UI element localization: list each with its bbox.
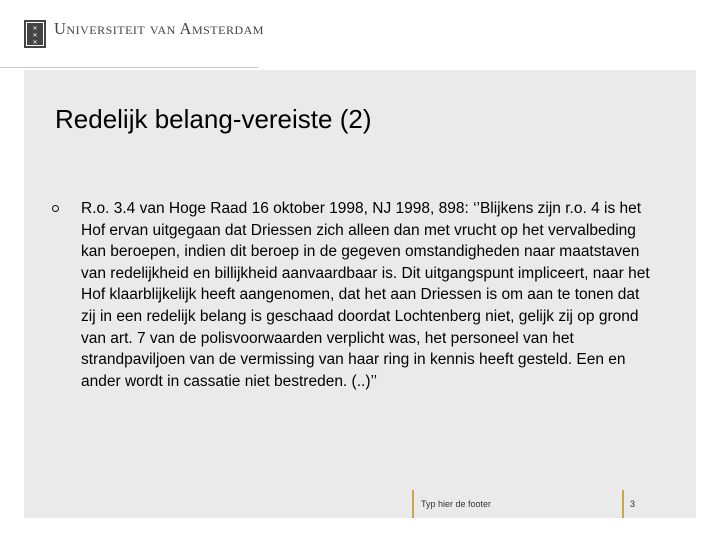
svg-text:✕: ✕ <box>32 33 38 39</box>
footer-text: Typ hier de footer <box>421 499 492 509</box>
svg-text:✕: ✕ <box>32 40 38 46</box>
svg-text:✕: ✕ <box>32 26 38 32</box>
bullet-text: R.o. 3.4 van Hoge Raad 16 oktober 1998, NJ 1998, 898: ‘’Blijkens zijn r.o. 4 is het Hof ervan uitgegaan dat Driessen zich alleen dan met vrucht op het vervalbeding kan beroepen, indien dit beroep in de gegeven omstandigheden naar maatstaven van redelijkheid en billijkheid aanvaardbaar is. Dit uitgangspunt impliceert, naar het Hof klaarblijkelijk heeft aangenomen, dat het aan Driessen is om aan te tonen dat zij in een redelijk belang is geschaad doordat Lochtenberg niet, gelijk zij op grond van art. 7 van de polisvoorwaarden verplicht was, het personeel van het strandpaviljoen van de vermissing van haar ring in kennis heeft gesteld. Een en ander wordt in cassatie niet bestreden. (..)’’ <box>81 200 650 390</box>
slide-title: Redelijk belang-vereiste (2) <box>55 104 372 134</box>
footer-divider-right <box>622 490 624 518</box>
university-name: Universiteit van Amsterdam <box>54 19 264 38</box>
university-logo-icon <box>24 20 46 48</box>
header-divider <box>0 67 258 68</box>
page-number: 3 <box>630 499 636 509</box>
bullet-circle-icon <box>52 205 59 212</box>
footer-divider-left <box>412 490 414 518</box>
